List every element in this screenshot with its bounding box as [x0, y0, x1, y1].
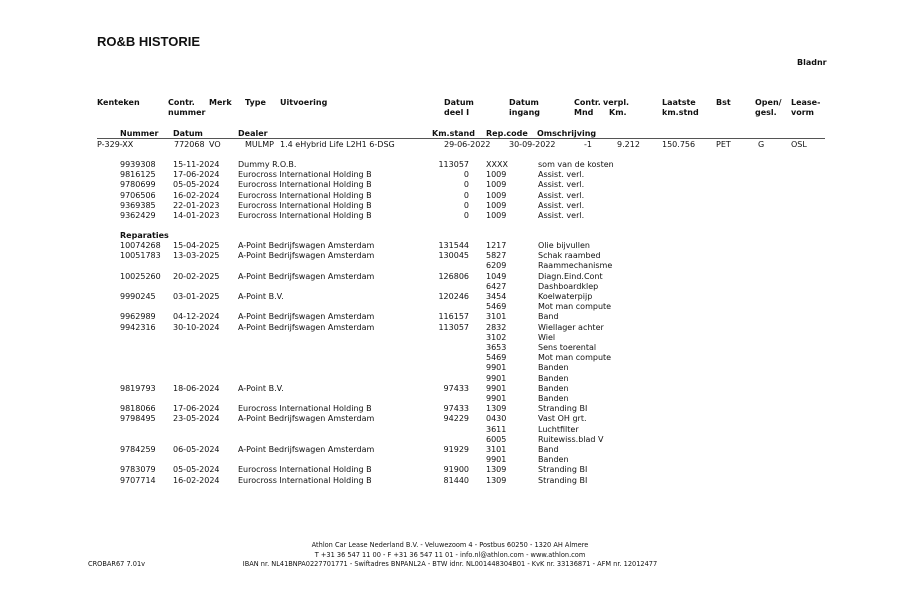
cell-nummer: 9783079	[120, 465, 156, 475]
col-contr-line2: nummer	[168, 108, 206, 117]
cell-omschrijving: Banden	[538, 363, 569, 373]
cell-omschrijving: Mot man compute	[538, 353, 612, 363]
cell-dealer: A-Point Bedrijfswagen Amsterdam	[238, 312, 375, 322]
cell-datum: 13-03-2025	[173, 251, 220, 261]
col-contr-mnd-line2: Mnd	[574, 108, 594, 117]
cell-omschrijving: Schak raambed	[538, 251, 601, 261]
cell-code: 1309	[486, 475, 507, 485]
col-nummer: Nummer	[120, 129, 159, 138]
col-contr-line1: Contr.	[168, 98, 195, 107]
vehicle-laatste-km: 150.756	[662, 140, 696, 149]
cell-datum: 18-06-2024	[173, 383, 220, 393]
cell-km: 120246	[438, 292, 469, 301]
cell-code: 9901	[486, 455, 507, 465]
cell-omschrijving: Assist. verl.	[538, 190, 585, 200]
cell-omschrijving: Dashboardklep	[538, 281, 599, 291]
vehicle-contract: 772068	[174, 140, 205, 149]
cell-omschrijving: Sens toerental	[538, 343, 597, 352]
cell-nummer: 10074268	[120, 241, 161, 250]
cell-omschrijving: Banden	[538, 383, 569, 393]
cell-code: 1049	[486, 271, 507, 281]
cell-datum: 03-01-2025	[173, 292, 220, 301]
cell-omschrijving: Diagn.Eind.Cont	[538, 271, 603, 281]
cell-omschrijving: Assist. verl.	[538, 200, 585, 210]
cell-nummer: 9962989	[120, 312, 156, 322]
cell-code: 5827	[486, 251, 507, 261]
cell-datum: 23-05-2024	[173, 414, 220, 424]
cell-km: 97433	[443, 404, 469, 414]
col-datum: Datum	[173, 129, 203, 138]
cell-code: 9901	[486, 363, 507, 373]
cell-omschrijving: Band	[538, 445, 559, 454]
col-datum-deel-line1: Datum	[444, 98, 474, 107]
cell-omschrijving: som van de kosten	[538, 160, 614, 169]
cell-dealer: Eurocross International Holding B	[238, 465, 372, 475]
cell-km: 0	[463, 190, 469, 200]
vehicle-mnd: -1	[584, 140, 592, 149]
cell-dealer: Eurocross International Holding B	[238, 211, 372, 220]
col-contr-mnd-line1: Contr.	[574, 98, 601, 107]
cell-code: 3454	[486, 292, 507, 301]
cell-datum: 15-11-2024	[173, 160, 220, 169]
cell-km: 0	[463, 170, 469, 180]
cell-dealer: A-Point Bedrijfswagen Amsterdam	[238, 322, 375, 332]
cell-code: 3611	[486, 424, 507, 434]
cell-nummer: 9362429	[120, 211, 156, 220]
cell-nummer: 9819793	[120, 383, 156, 393]
cell-datum: 17-06-2024	[173, 170, 220, 180]
cell-nummer: 9942316	[120, 322, 156, 332]
cell-dealer: A-Point Bedrijfswagen Amsterdam	[238, 251, 375, 261]
cell-code: 1009	[486, 170, 507, 180]
cell-km: 0	[463, 180, 469, 190]
cell-omschrijving: Luchtfilter	[538, 424, 579, 434]
cell-nummer: 9369385	[120, 200, 156, 210]
cell-code: 1309	[486, 465, 507, 475]
cell-omschrijving: Banden	[538, 373, 569, 383]
cell-km: 91929	[443, 445, 469, 454]
cell-code: 1309	[486, 404, 507, 414]
cell-code: 0430	[486, 414, 507, 424]
cell-km: 0	[463, 211, 469, 220]
vehicle-merk: VO	[209, 140, 221, 149]
cell-km: 126806	[438, 271, 469, 281]
vehicle-bst: PET	[716, 140, 731, 149]
cell-dealer: Eurocross International Holding B	[238, 475, 372, 485]
col-verpl-line2: Km.	[609, 108, 627, 117]
cell-dealer: Dummy R.O.B.	[238, 160, 297, 169]
cell-code: 6427	[486, 281, 507, 291]
cell-code: 3101	[486, 445, 507, 454]
col-kenteken: Kenteken	[97, 98, 140, 107]
cell-km: 116157	[438, 312, 469, 322]
cell-datum: 14-01-2023	[173, 211, 220, 220]
cell-datum: 20-02-2025	[173, 271, 220, 281]
page-number-label: Bladnr	[797, 58, 827, 67]
cell-dealer: Eurocross International Holding B	[238, 180, 372, 190]
cell-omschrijving: Wiel	[538, 332, 556, 342]
cell-omschrijving: Mot man compute	[538, 302, 612, 312]
col-merk: Merk	[209, 98, 232, 107]
cell-omschrijving: Banden	[538, 455, 569, 465]
col-lease-line2: vorm	[791, 108, 814, 117]
col-type: Type	[245, 98, 266, 107]
page-title: RO&B HISTORIE	[97, 34, 201, 49]
form-version: CROBAR67 7.01v	[88, 560, 146, 568]
cell-datum: 17-06-2024	[173, 404, 220, 414]
vehicle-datum-ingang: 30-09-2022	[509, 140, 556, 149]
cell-datum: 22-01-2023	[173, 200, 220, 210]
cell-omschrijving: Assist. verl.	[538, 180, 585, 190]
vehicle-type: MULMP	[245, 140, 274, 149]
cell-omschrijving: Stranding BI	[538, 475, 588, 485]
cell-dealer: A-Point Bedrijfswagen Amsterdam	[238, 445, 375, 454]
cell-omschrijving: Ruitewiss.blad V	[538, 434, 604, 444]
cell-code: 5469	[486, 353, 507, 363]
cell-code: XXXX	[486, 160, 508, 169]
cell-nummer: 10025260	[120, 271, 161, 281]
cell-omschrijving: Stranding BI	[538, 404, 588, 414]
cell-code: 9901	[486, 394, 507, 403]
cell-code: 1217	[486, 241, 507, 250]
cell-datum: 06-05-2024	[173, 445, 220, 454]
cell-nummer: 9798495	[120, 414, 156, 424]
cell-nummer: 9707714	[120, 475, 156, 485]
cell-omschrijving: Banden	[538, 394, 569, 403]
footer-contact: T +31 36 547 11 00 - F +31 36 547 11 01 - info.nl@athlon.com - www.athlon.com	[314, 551, 586, 559]
cell-omschrijving: Band	[538, 312, 559, 322]
cell-nummer: 9990245	[120, 292, 156, 301]
cell-nummer: 10051783	[120, 251, 161, 261]
cell-code: 2832	[486, 322, 507, 332]
cell-datum: 16-02-2024	[173, 475, 220, 485]
cell-omschrijving: Wiellager achter	[538, 322, 604, 332]
cell-km: 113057	[438, 160, 469, 169]
cell-dealer: A-Point Bedrijfswagen Amsterdam	[238, 271, 375, 281]
cell-datum: 05-05-2024	[173, 465, 220, 475]
cell-km: 131544	[438, 241, 469, 250]
cell-code: 3101	[486, 312, 507, 322]
header-divider	[97, 138, 825, 139]
cell-km: 91900	[443, 465, 469, 475]
cell-code: 9901	[486, 373, 507, 383]
cell-omschrijving: Assist. verl.	[538, 170, 585, 180]
footer-bank: IBAN nr. NL41BNPA0227701771 - Swiftadres BNPANL2A - BTW idnr. NL001448304B01 - KvK nr. 33136871 - AFM nr. 12012477	[242, 560, 658, 568]
cell-omschrijving: Koelwaterpijp	[538, 292, 593, 301]
cell-dealer: A-Point Bedrijfswagen Amsterdam	[238, 414, 375, 424]
col-datum-ingang-line2: ingang	[509, 108, 540, 117]
cell-km: 81440	[443, 475, 469, 485]
col-dealer: Dealer	[238, 129, 268, 138]
cell-nummer: 9816125	[120, 170, 156, 180]
cell-dealer: A-Point B.V.	[238, 383, 284, 393]
col-open-line2: gesl.	[755, 108, 777, 117]
cell-code: 6005	[486, 434, 507, 444]
reparaties-label: Reparaties	[120, 231, 169, 240]
col-uitvoering: Uitvoering	[280, 98, 328, 107]
col-omschrijving: Omschrijving	[537, 129, 597, 138]
cell-km: 94229	[443, 414, 469, 424]
cell-omschrijving: Assist. verl.	[538, 211, 585, 220]
col-repcode: Rep.code	[486, 129, 528, 138]
cell-datum: 04-12-2024	[173, 312, 220, 322]
col-open-line1: Open/	[755, 98, 782, 107]
footer-address: Athlon Car Lease Nederland B.V. - Veluwezoom 4 - Postbus 60250 - 1320 AH Almere	[311, 541, 589, 549]
vehicle-datum-deel: 29-06-2022	[444, 140, 491, 149]
vehicle-kenteken: P-329-XX	[97, 140, 134, 149]
col-datum-deel-line2: deel I	[444, 108, 470, 117]
cell-code: 6209	[486, 261, 507, 271]
vehicle-lease: OSL	[791, 140, 807, 149]
col-verpl-line1: verpl.	[603, 98, 630, 107]
cell-km: 113057	[438, 322, 469, 332]
cell-code: 1009	[486, 200, 507, 210]
col-kmstand: Km.stand	[432, 129, 475, 138]
cell-nummer: 9818066	[120, 404, 156, 414]
col-laatste-line2: km.stnd	[662, 108, 699, 117]
cell-datum: 16-02-2024	[173, 190, 220, 200]
cell-omschrijving: Stranding BI	[538, 465, 588, 475]
cell-code: 3102	[486, 332, 507, 342]
cell-datum: 05-05-2024	[173, 180, 220, 190]
cell-code: 1009	[486, 211, 507, 220]
cell-datum: 15-04-2025	[173, 241, 220, 250]
cell-nummer: 9939308	[120, 160, 156, 169]
cell-omschrijving: Olie bijvullen	[538, 241, 590, 250]
cell-km: 0	[463, 200, 469, 210]
col-lease-line1: Lease-	[791, 98, 821, 107]
cell-dealer: Eurocross International Holding B	[238, 170, 372, 180]
cell-dealer: A-Point Bedrijfswagen Amsterdam	[238, 241, 375, 250]
col-datum-ingang-line1: Datum	[509, 98, 539, 107]
cell-km: 130045	[438, 251, 469, 261]
col-laatste-line1: Laatste	[662, 98, 696, 107]
cell-code: 3653	[486, 343, 507, 352]
col-bst: Bst	[716, 98, 731, 107]
cell-dealer: Eurocross International Holding B	[238, 404, 372, 414]
vehicle-uitvoering: 1.4 eHybrid Life L2H1 6-DSG	[280, 140, 395, 149]
cell-nummer: 9784259	[120, 445, 156, 454]
cell-code: 1009	[486, 190, 507, 200]
vehicle-open: G	[758, 140, 765, 149]
cell-omschrijving: Vast OH grt.	[538, 414, 587, 424]
cell-dealer: Eurocross International Holding B	[238, 190, 372, 200]
cell-omschrijving: Raammechanisme	[538, 261, 613, 271]
cell-dealer: Eurocross International Holding B	[238, 200, 372, 210]
cell-code: 1009	[486, 180, 507, 190]
cell-datum: 30-10-2024	[173, 322, 220, 332]
vehicle-verpl-km: 9.212	[617, 140, 640, 149]
cell-nummer: 9706506	[120, 190, 156, 200]
cell-dealer: A-Point B.V.	[238, 292, 284, 301]
cell-km: 97433	[443, 383, 469, 393]
cell-code: 9901	[486, 383, 507, 393]
cell-code: 5469	[486, 302, 507, 312]
cell-nummer: 9780699	[120, 180, 156, 190]
